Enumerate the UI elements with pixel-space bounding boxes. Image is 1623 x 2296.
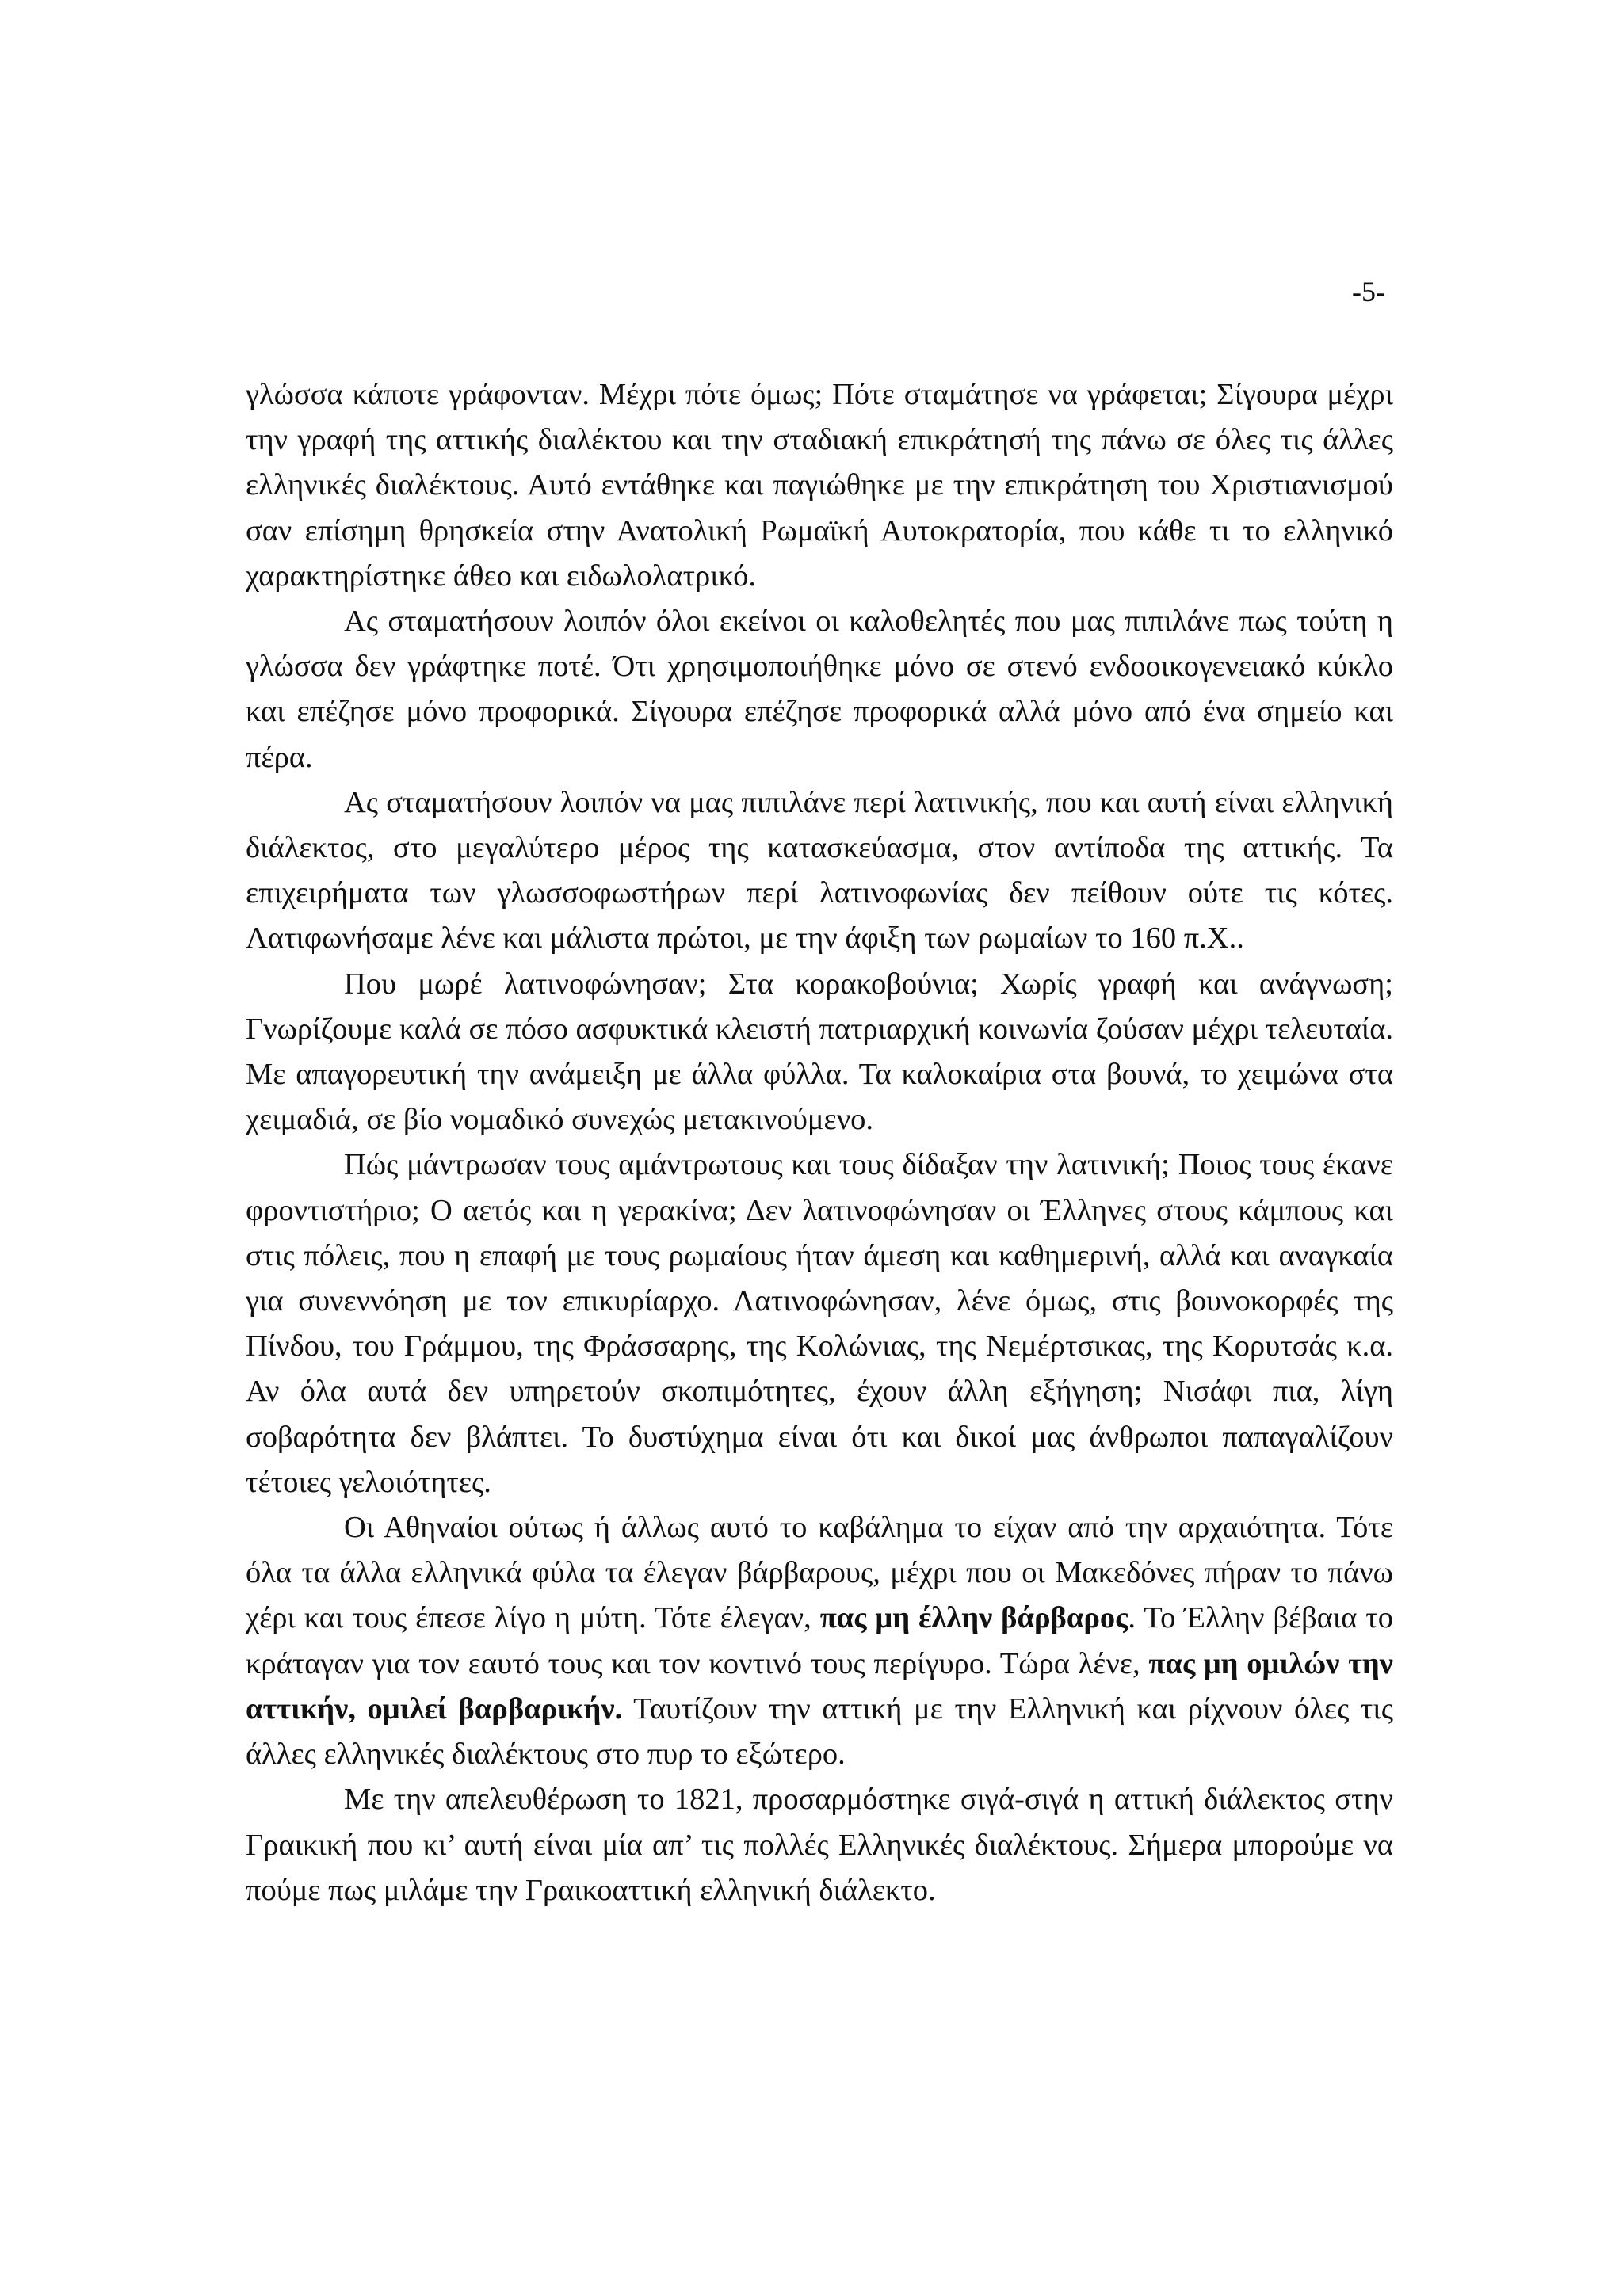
paragraph	[246, 962, 1393, 1143]
document-body	[246, 372, 1393, 1913]
text-segment: Πώς μάντρωσαν τους αμάντρωτους και τους δίδαξαν την λατινική; Ποιος τους έκανε φροντιστήριο; Ο αετός και η γερακίνα; Δεν λατινοφώνησαν οι Έλληνες στους κάμπους και στις πόλεις, που η επαφή με τους ρωμαίους ήταν άμεση και καθημερινή, αλλά και αναγκαία για συνεννόηση με τον επικυρίαρχο. Λατινοφώνησαν, λένε όμως, στις βουνοκορφές της Πίνδου, του Γράμμου, της Φράσσαρης, της Κολώνιας, της Νεμέρτσικας, της Κορυτσάς κ.α. Αν όλα αυτά δεν υπηρετούν σκοπιμότητες, έχουν άλλη εξήγηση; Νισάφι πια, λίγη σοβαρότητα δεν βλάπτει. Το δυστύχημα είναι ότι και δικοί μας άνθρωποι παπαγαλίζουν τέτοιες γελοιότητες.	[246, 1148, 1393, 1499]
page-number: -5-	[1352, 276, 1385, 307]
paragraph	[246, 1505, 1393, 1777]
paragraph	[246, 599, 1393, 780]
paragraph	[246, 372, 1393, 599]
paragraph	[246, 1777, 1393, 1913]
paragraph	[246, 1142, 1393, 1505]
bold-phrase: πας μη έλλην βάρβαρος	[819, 1601, 1128, 1635]
text-segment: Ας σταματήσουν λοιπόν όλοι εκείνοι οι καλοθελητές που μας πιπιλάνε πως τούτη η γλώσσα δεν γράφτηκε ποτέ. Ότι χρησιμοποιήθηκε μόνο σε στενό ενδοοικογενειακό κύκλο και επέζησε μόνο προφορικά. Σίγουρα επέζησε προφορικά αλλά μόνο από ένα σημείο και πέρα.	[246, 605, 1393, 774]
text-segment: . Το Έλλην βέβαια το κράταγαν για τον εαυτό τους και τον κοντινό τους περίγυρο. Τώρα λένε,	[246, 1601, 1393, 1680]
text-segment: Οι Αθηναίοι ούτως ή άλλως αυτό το καβάλημα το είχαν από την αρχαιότητα. Τότε όλα τα άλλα ελληνικά φύλα τα έλεγαν βάρβαρους, μέχρι που οι Μακεδόνες πήραν το πάνω χέρι και τους έπεσε λίγο η μύτη. Τότε έλεγαν,	[246, 1511, 1393, 1635]
text-segment: γλώσσα κάποτε γράφονταν. Μέχρι πότε όμως; Πότε σταμάτησε να γράφεται; Σίγουρα μέχρι την γραφή της αττικής διαλέκτου και την σταδιακή επικράτησή της πάνω σε όλες τις άλλες ελληνικές διαλέκτους. Αυτό εντάθηκε και παγιώθηκε με την επικράτηση του Χριστιανισμού σαν επίσημη θρησκεία στην Ανατολική Ρωμαϊκή Αυτοκρατορία, που κάθε τι το ελληνικό χαρακτηρίστηκε άθεο και ειδωλολατρικό.	[246, 378, 1393, 593]
text-segment: Με την απελευθέρωση το 1821, προσαρμόστηκε σιγά-σιγά η αττική διάλεκτος στην Γραικική που κι’ αυτή είναι μία απ’ τις πολλές Ελληνικές διαλέκτους. Σήμερα μπορούμε να πούμε πως μιλάμε την Γραικοαττική ελληνική διάλεκτο.	[246, 1783, 1393, 1907]
bold-phrase: πας μη ομιλών την αττικήν, ομιλεί βαρβαρικήν.	[246, 1646, 1393, 1726]
paragraph	[246, 780, 1393, 962]
text-segment: Ας σταματήσουν λοιπόν να μας πιπιλάνε περί λατινικής, που και αυτή είναι ελληνική διάλεκτος, στο μεγαλύτερο μέρος της κατασκεύασμα, στον αντίποδα της αττικής. Τα επιχειρήματα των γλωσσοφωστήρων περί λατινοφωνίας δεν πείθουν ούτε τις κότες. Λατιφωνήσαμε λένε και μάλιστα πρώτοι, με την άφιξη των ρωμαίων το 160 π.Χ..	[246, 785, 1393, 955]
text-segment: Ταυτίζουν την αττική με την Ελληνική και ρίχνουν όλες τις άλλες ελληνικές διαλέκτους στο πυρ το εξώτερο.	[246, 1691, 1393, 1772]
text-segment: Που μωρέ λατινοφώνησαν; Στα κορακοβούνια; Χωρίς γραφή και ανάγνωση; Γνωρίζουμε καλά σε πόσο ασφυκτικά κλειστή πατριαρχική κοινωνία ζούσαν μέχρι τελευταία. Με απαγορευτική την ανάμειξη με άλλα φύλλα. Τα καλοκαίρια στα βουνά, το χειμώνα στα χειμαδιά, σε βίο νομαδικό συνεχώς μετακινούμενο.	[246, 967, 1393, 1137]
